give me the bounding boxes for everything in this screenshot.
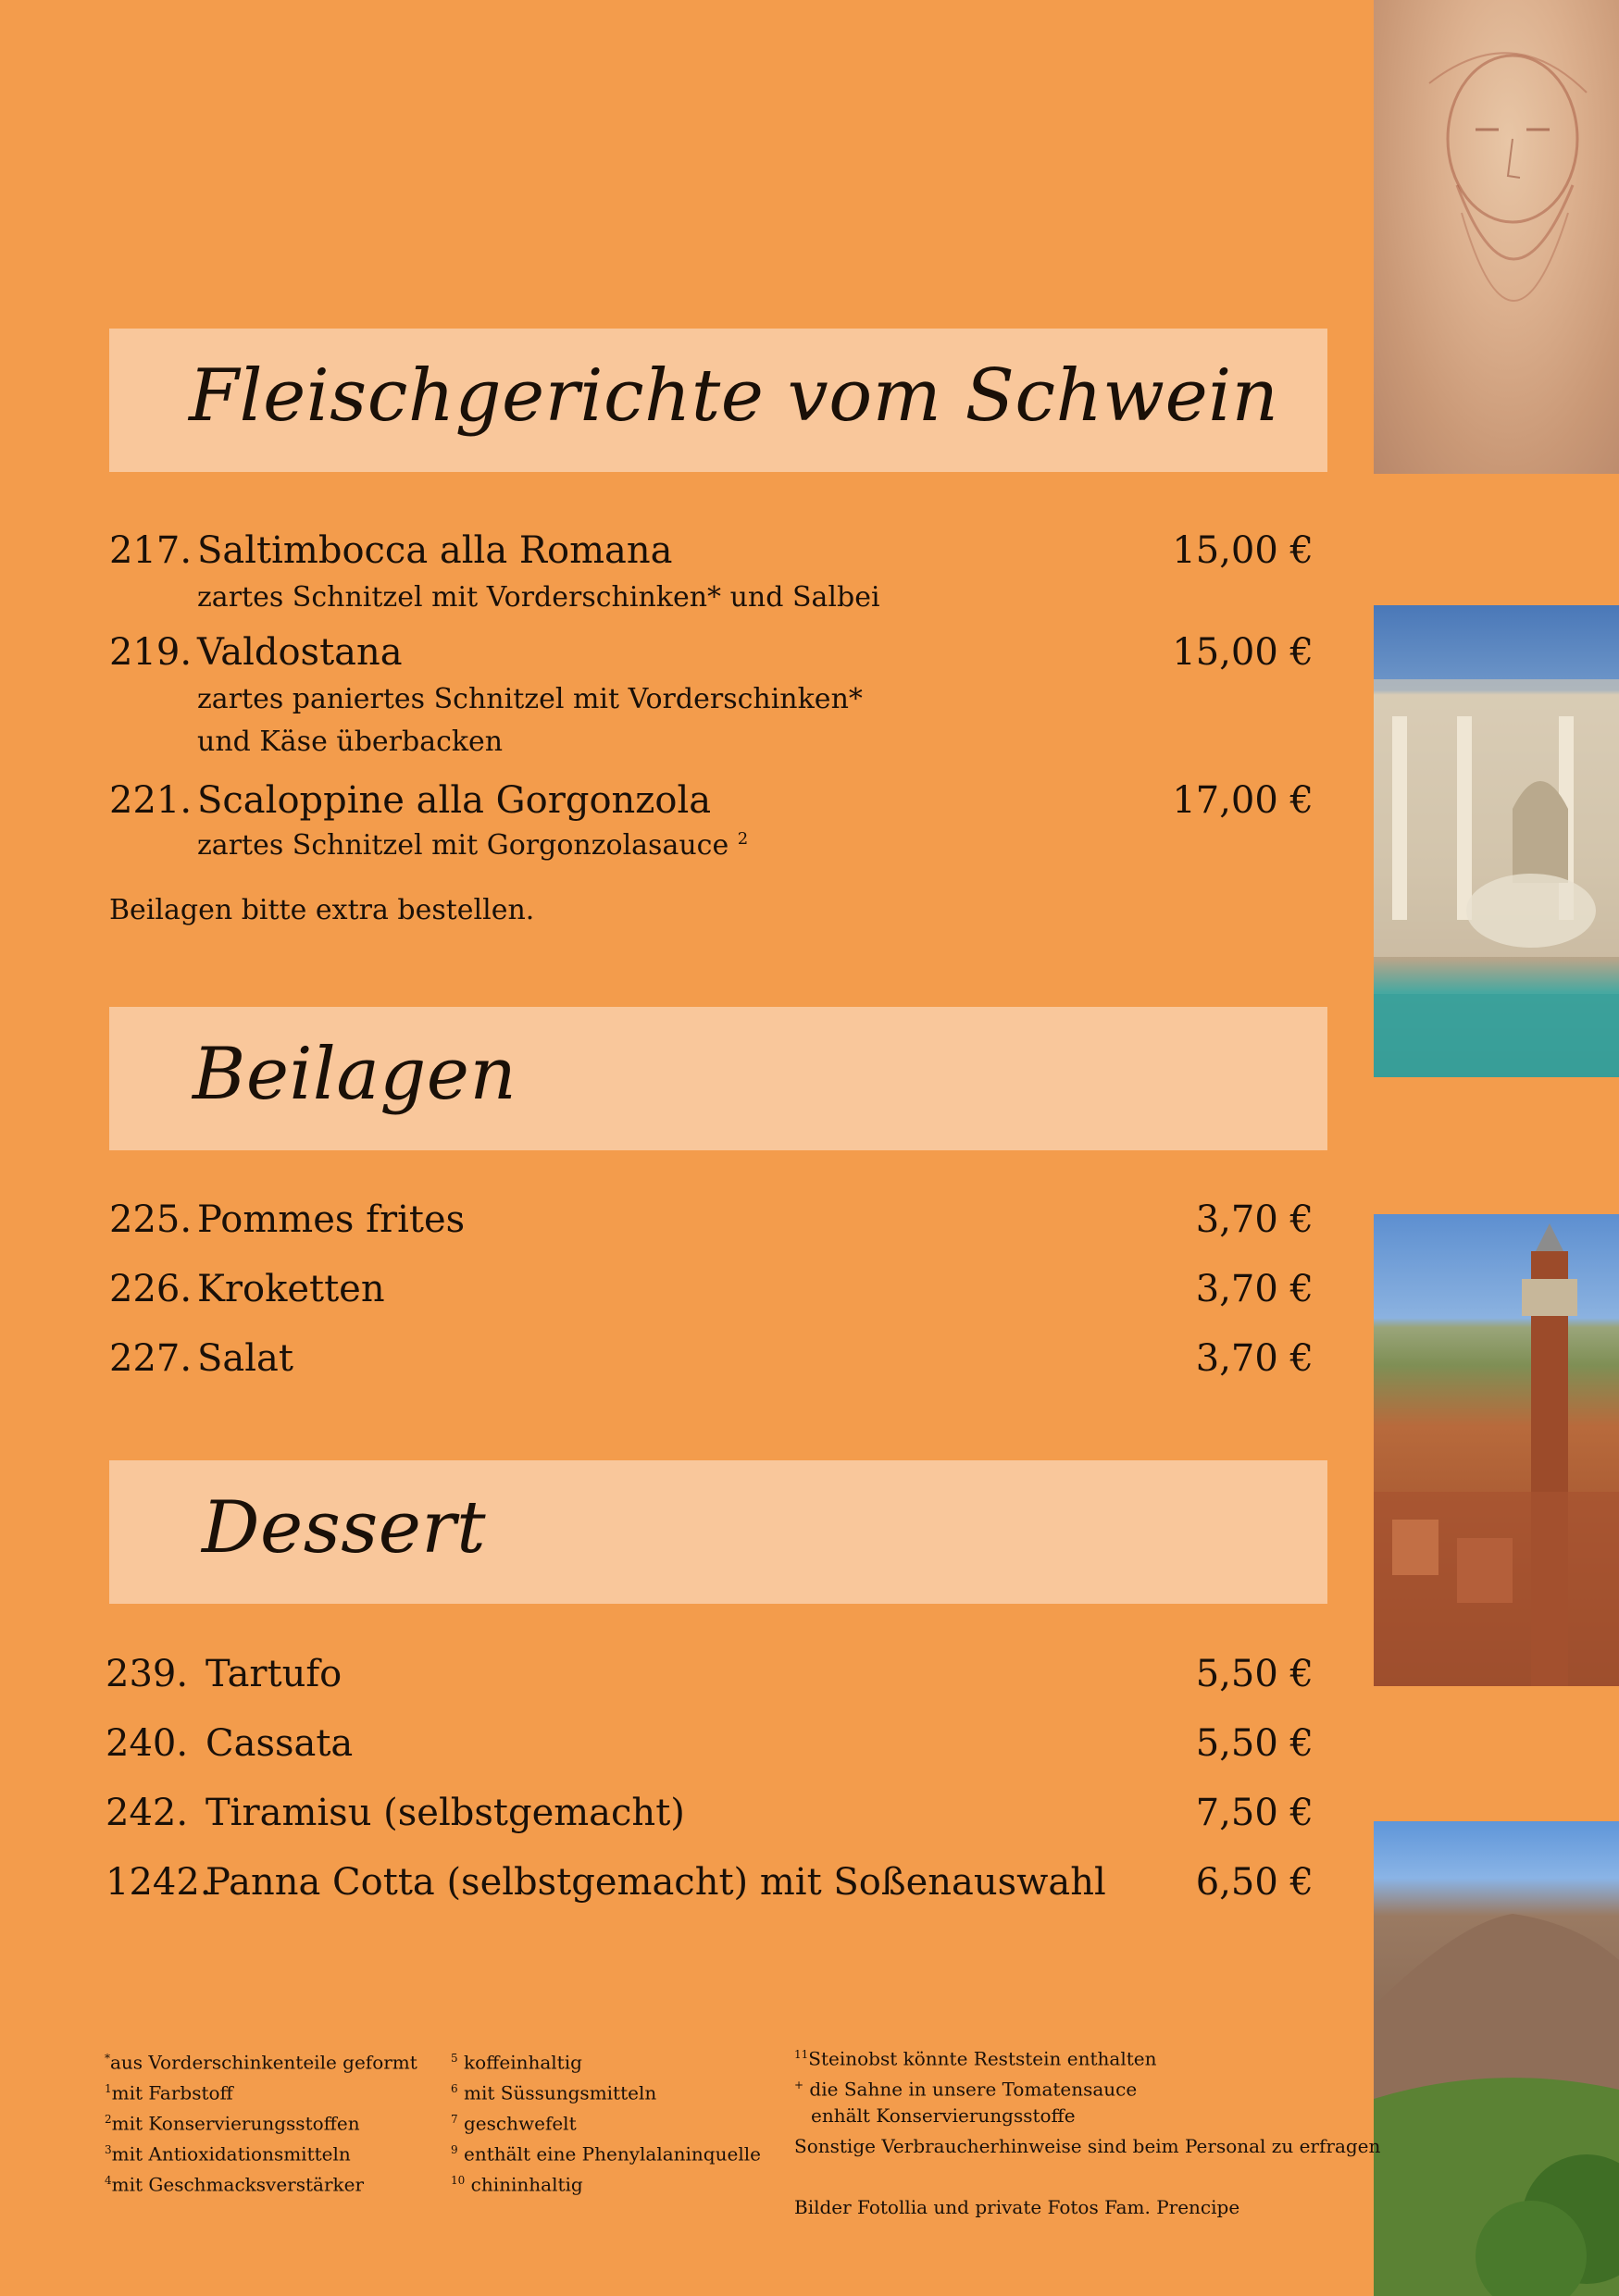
footnote: + die Sahne in unsere Tomatensauce xyxy=(794,2078,1138,2101)
item-price: 15,00 € xyxy=(1172,631,1314,674)
item-name: Tiramisu (selbstgemacht) xyxy=(205,1792,685,1834)
item-description: zartes Schnitzel mit Gorgonzolasauce $^2$ xyxy=(197,829,749,862)
section-banner-schwein xyxy=(109,329,1327,472)
item-number: 221. xyxy=(109,779,193,822)
item-price: 3,70 € xyxy=(1195,1198,1314,1241)
item-number: 242. xyxy=(106,1792,189,1834)
item-name: Saltimbocca alla Romana xyxy=(197,529,673,572)
footnote-spacer xyxy=(794,2162,1380,2192)
item-name: Panna Cotta (selbstgemacht) mit Soßenauswahl xyxy=(205,1861,1106,1904)
footnote: $^9$ enthält eine Phenylalaninquelle xyxy=(451,2142,761,2166)
item-price: 3,70 € xyxy=(1195,1268,1314,1310)
section-title: Beilagen xyxy=(193,1033,517,1116)
trevi-fountain-image xyxy=(1374,605,1619,1077)
side-dish-note: Beilagen bitte extra bestellen. xyxy=(109,894,535,926)
leonardo-portrait-image xyxy=(1374,0,1619,474)
item-description-line2: und Käse überbacken xyxy=(197,726,504,758)
footnote: $^3$mit Antioxidationsmitteln xyxy=(105,2142,351,2166)
item-number: 240. xyxy=(106,1722,189,1765)
section-banner-dessert xyxy=(109,1460,1327,1604)
item-description: zartes paniertes Schnitzel mit Vorderschinken* xyxy=(197,683,863,715)
section-title: Fleischgerichte vom Schwein xyxy=(189,354,1279,438)
item-name: Valdostana xyxy=(197,631,403,674)
item-price: 3,70 € xyxy=(1195,1337,1314,1380)
footnote: $^{11}$Steinobst könnte Reststein enthalten xyxy=(794,2047,1157,2070)
item-name: Salat xyxy=(197,1337,293,1380)
footnotes-col-3 xyxy=(794,2040,1380,2223)
item-price: 6,50 € xyxy=(1195,1861,1314,1904)
image-credits: Bilder Fotollia und private Fotos Fam. Prencipe xyxy=(794,2196,1240,2218)
footnote: Sonstige Verbraucherhinweise sind beim Personal zu erfragen xyxy=(794,2135,1381,2157)
item-price: 17,00 € xyxy=(1172,779,1314,822)
vesuvius-image xyxy=(1374,1821,1619,2296)
item-number: 1242. xyxy=(106,1861,212,1904)
siena-tower-image xyxy=(1374,1214,1619,1686)
section-title: Dessert xyxy=(202,1486,487,1570)
section-banner-beilagen xyxy=(109,1007,1327,1150)
item-price: 7,50 € xyxy=(1195,1792,1314,1834)
footnote-mark: 2 xyxy=(737,829,749,849)
item-price: 5,50 € xyxy=(1195,1653,1314,1695)
item-name: Scaloppine alla Gorgonzola xyxy=(197,779,712,822)
item-number: 239. xyxy=(106,1653,189,1695)
footnote: $^2$mit Konservierungsstoffen xyxy=(105,2112,360,2135)
footnote: enhält Konservierungsstoffe xyxy=(811,2104,1076,2127)
item-name: Cassata xyxy=(205,1722,354,1765)
footnote: $^1$mit Farbstoff xyxy=(105,2081,233,2104)
footnote: *aus Vorderschinkenteile geformt xyxy=(105,2051,417,2074)
item-name: Tartufo xyxy=(205,1653,342,1695)
footnote: $^7$ geschwefelt xyxy=(451,2112,577,2135)
item-number: 227. xyxy=(109,1337,193,1380)
item-number: 217. xyxy=(109,529,193,572)
item-price: 5,50 € xyxy=(1195,1722,1314,1765)
footnote: $^{10}$ chininhaltig xyxy=(451,2173,583,2196)
item-description: zartes Schnitzel mit Vorderschinken* und Salbei xyxy=(197,581,880,614)
footnote: $^5$ koffeinhaltig xyxy=(451,2051,582,2074)
footnotes-col-2 xyxy=(451,2043,761,2196)
footnote: $^6$ mit Süssungsmitteln xyxy=(451,2081,657,2104)
item-number: 219. xyxy=(109,631,193,674)
item-name: Kroketten xyxy=(197,1268,385,1310)
item-name: Pommes frites xyxy=(197,1198,466,1241)
item-price: 15,00 € xyxy=(1172,529,1314,572)
item-number: 226. xyxy=(109,1268,193,1310)
footnotes-col-1 xyxy=(105,2043,417,2196)
footnote: $^4$mit Geschmacksverstärker xyxy=(105,2173,365,2196)
item-number: 225. xyxy=(109,1198,193,1241)
